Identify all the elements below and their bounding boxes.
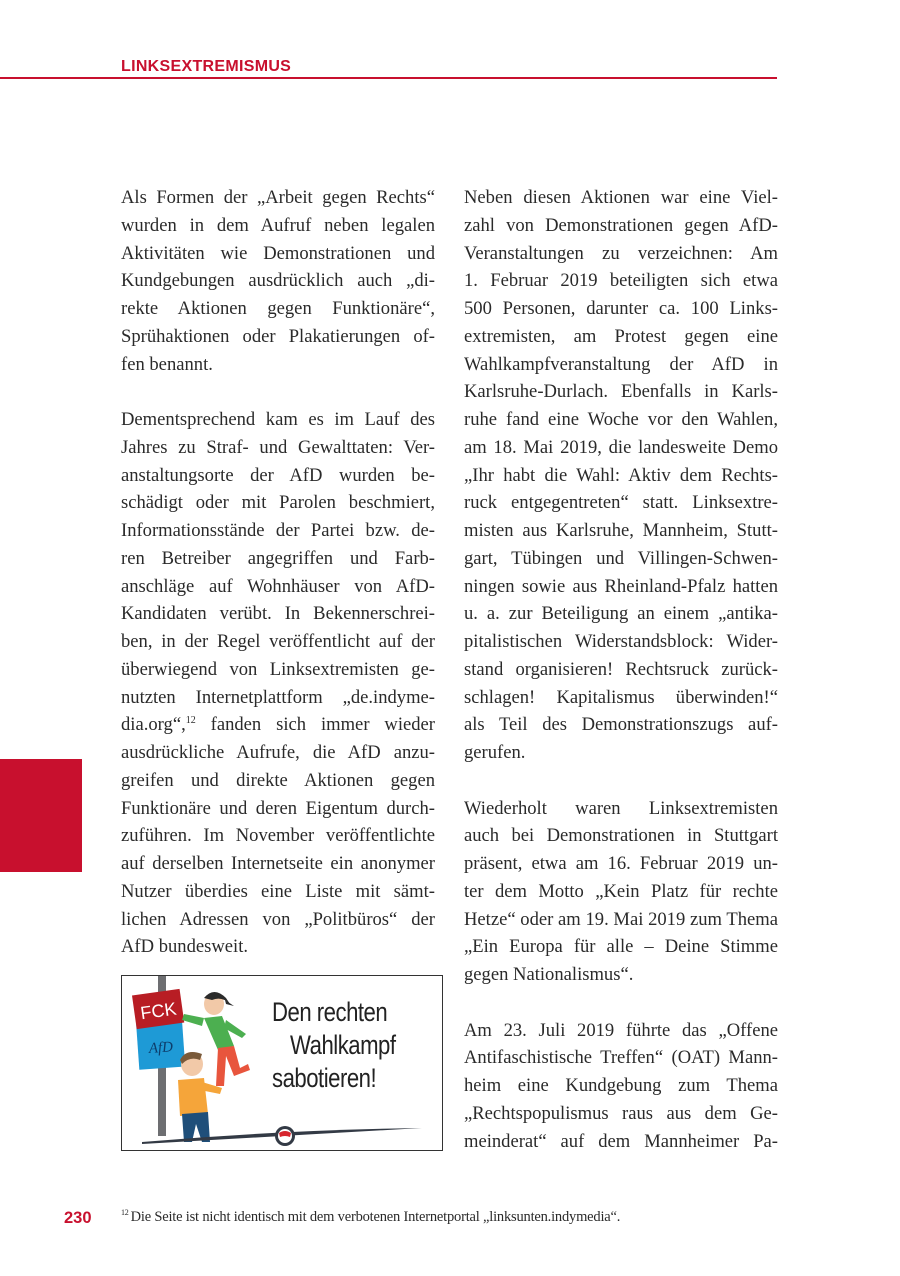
paragraph: Als Formen der „Arbeit gegen Rechts“ wurden in dem Aufruf neben legalen Aktivitäten wie Demonstrationen und Kundgebungen ausdrücklich auch „di- rekte Aktionen gegen Funktionäre“, Sprühaktionen oder Plakatierungen of- fen benannt.: [121, 187, 435, 375]
paragraph: Neben diesen Aktionen war eine Viel- zahl von Demonstrationen gegen AfD- Veranstaltungen zu verzeichnen: Am 1. Februar 2019 beteiligten sich etwa 500 Personen, darunter ca. 100 Links- extremisten, am Protest gegen eine Wahlkampfveranstaltung der AfD in Karlsruhe-Durlach. Ebenfalls in Karls- ruhe fand eine Woche vor den Wahlen, am 18. Mai 2019, die landesweite Demo „Ihr habt die Wahl: Aktiv dem Rechts- ruck entgegentreten“ statt. Linksextre- misten aus Karlsruhe, Mannheim, Stutt- gart, Tübingen und Villingen-Schwen- ningen sowie aus Rheinland-Pfalz hatten u. a. zur Beteiligung an einem „antika- pitalistischen Widerstandsblock: Wider- stand organisieren! Rechtsruck zurück- schlagen! Kapitalismus überwinden!“ als Teil des Demonstrationszugs auf- gerufen.: [464, 187, 778, 763]
svg-text:FCK: FCK: [139, 998, 178, 1024]
page-number: 230: [64, 1209, 92, 1227]
poster-illustration: [121, 975, 443, 1151]
paragraph: Dementsprechend kam es im Lauf des Jahres zu Straf- und Gewalttaten: Ver- anstaltungsorte der AfD wurden be- schädigt oder mit Parolen beschmiert, Informationsstände der Partei bzw. de- ren Betreiber angegriffen und Farb- anschläge auf Wohnhäuser von AfD- Kandidaten verübt. In Bekennerschrei- ben, in der Regel veröffentlicht auf der überwiegend von Linksextremisten ge- nutzten Internetplattform „de.indyme- dia.org“,$^{12}$ fanden sich immer wieder ausdrückliche Aufrufe, die AfD anzu- greifen und direkte Aktionen gegen Funktionäre und deren Eigentum durch- zuführen. Im November veröffentlichte auf derselben Internetseite ein anonymer Nutzer überdies eine Liste mit sämt- lichen Adressen von „Politbüros“ der AfD bundesweit.: [121, 409, 435, 958]
footnote: $^{12}$ Die Seite ist nicht identisch mit dem verbotenen Internetportal „linksunten.indymedia“.: [121, 1208, 621, 1225]
right-column: [464, 184, 778, 1183]
header-rule: [0, 77, 777, 79]
paragraph: Am 23. Juli 2019 führte das „Offene Antifaschistische Treffen“ (OAT) Mann- heim eine Kundgebung zum Thema „Rechtspopulismus raus aus dem Ge- meinderat“ auf dem Mannheimer Pa-: [464, 1019, 778, 1152]
line-with-footnote: dia.org“,$^{12}$ fanden sich immer wieder: [121, 714, 435, 736]
left-column: [121, 184, 435, 989]
running-head: LINKSEXTREMISMUS: [121, 58, 292, 75]
svg-text:AfD: AfD: [148, 1039, 174, 1057]
poster-headline: Den rechten Wahlkampf sabotieren!: [272, 997, 396, 1093]
chapter-side-tab: [0, 759, 82, 872]
footnote-number: 12: [121, 1208, 129, 1218]
paragraph: Wiederholt waren Linksextremisten auch bei Demonstrationen in Stuttgart präsent, etwa am 16. Februar 2019 un- ter dem Motto „Kein Platz für rechte Hetze“ oder am 19. Mai 2019 zum Thema „Ein Europa für alle – Deine Stimme gegen Nationalismus“.: [464, 797, 778, 985]
footnote-ref[interactable]: 12: [185, 715, 196, 727]
